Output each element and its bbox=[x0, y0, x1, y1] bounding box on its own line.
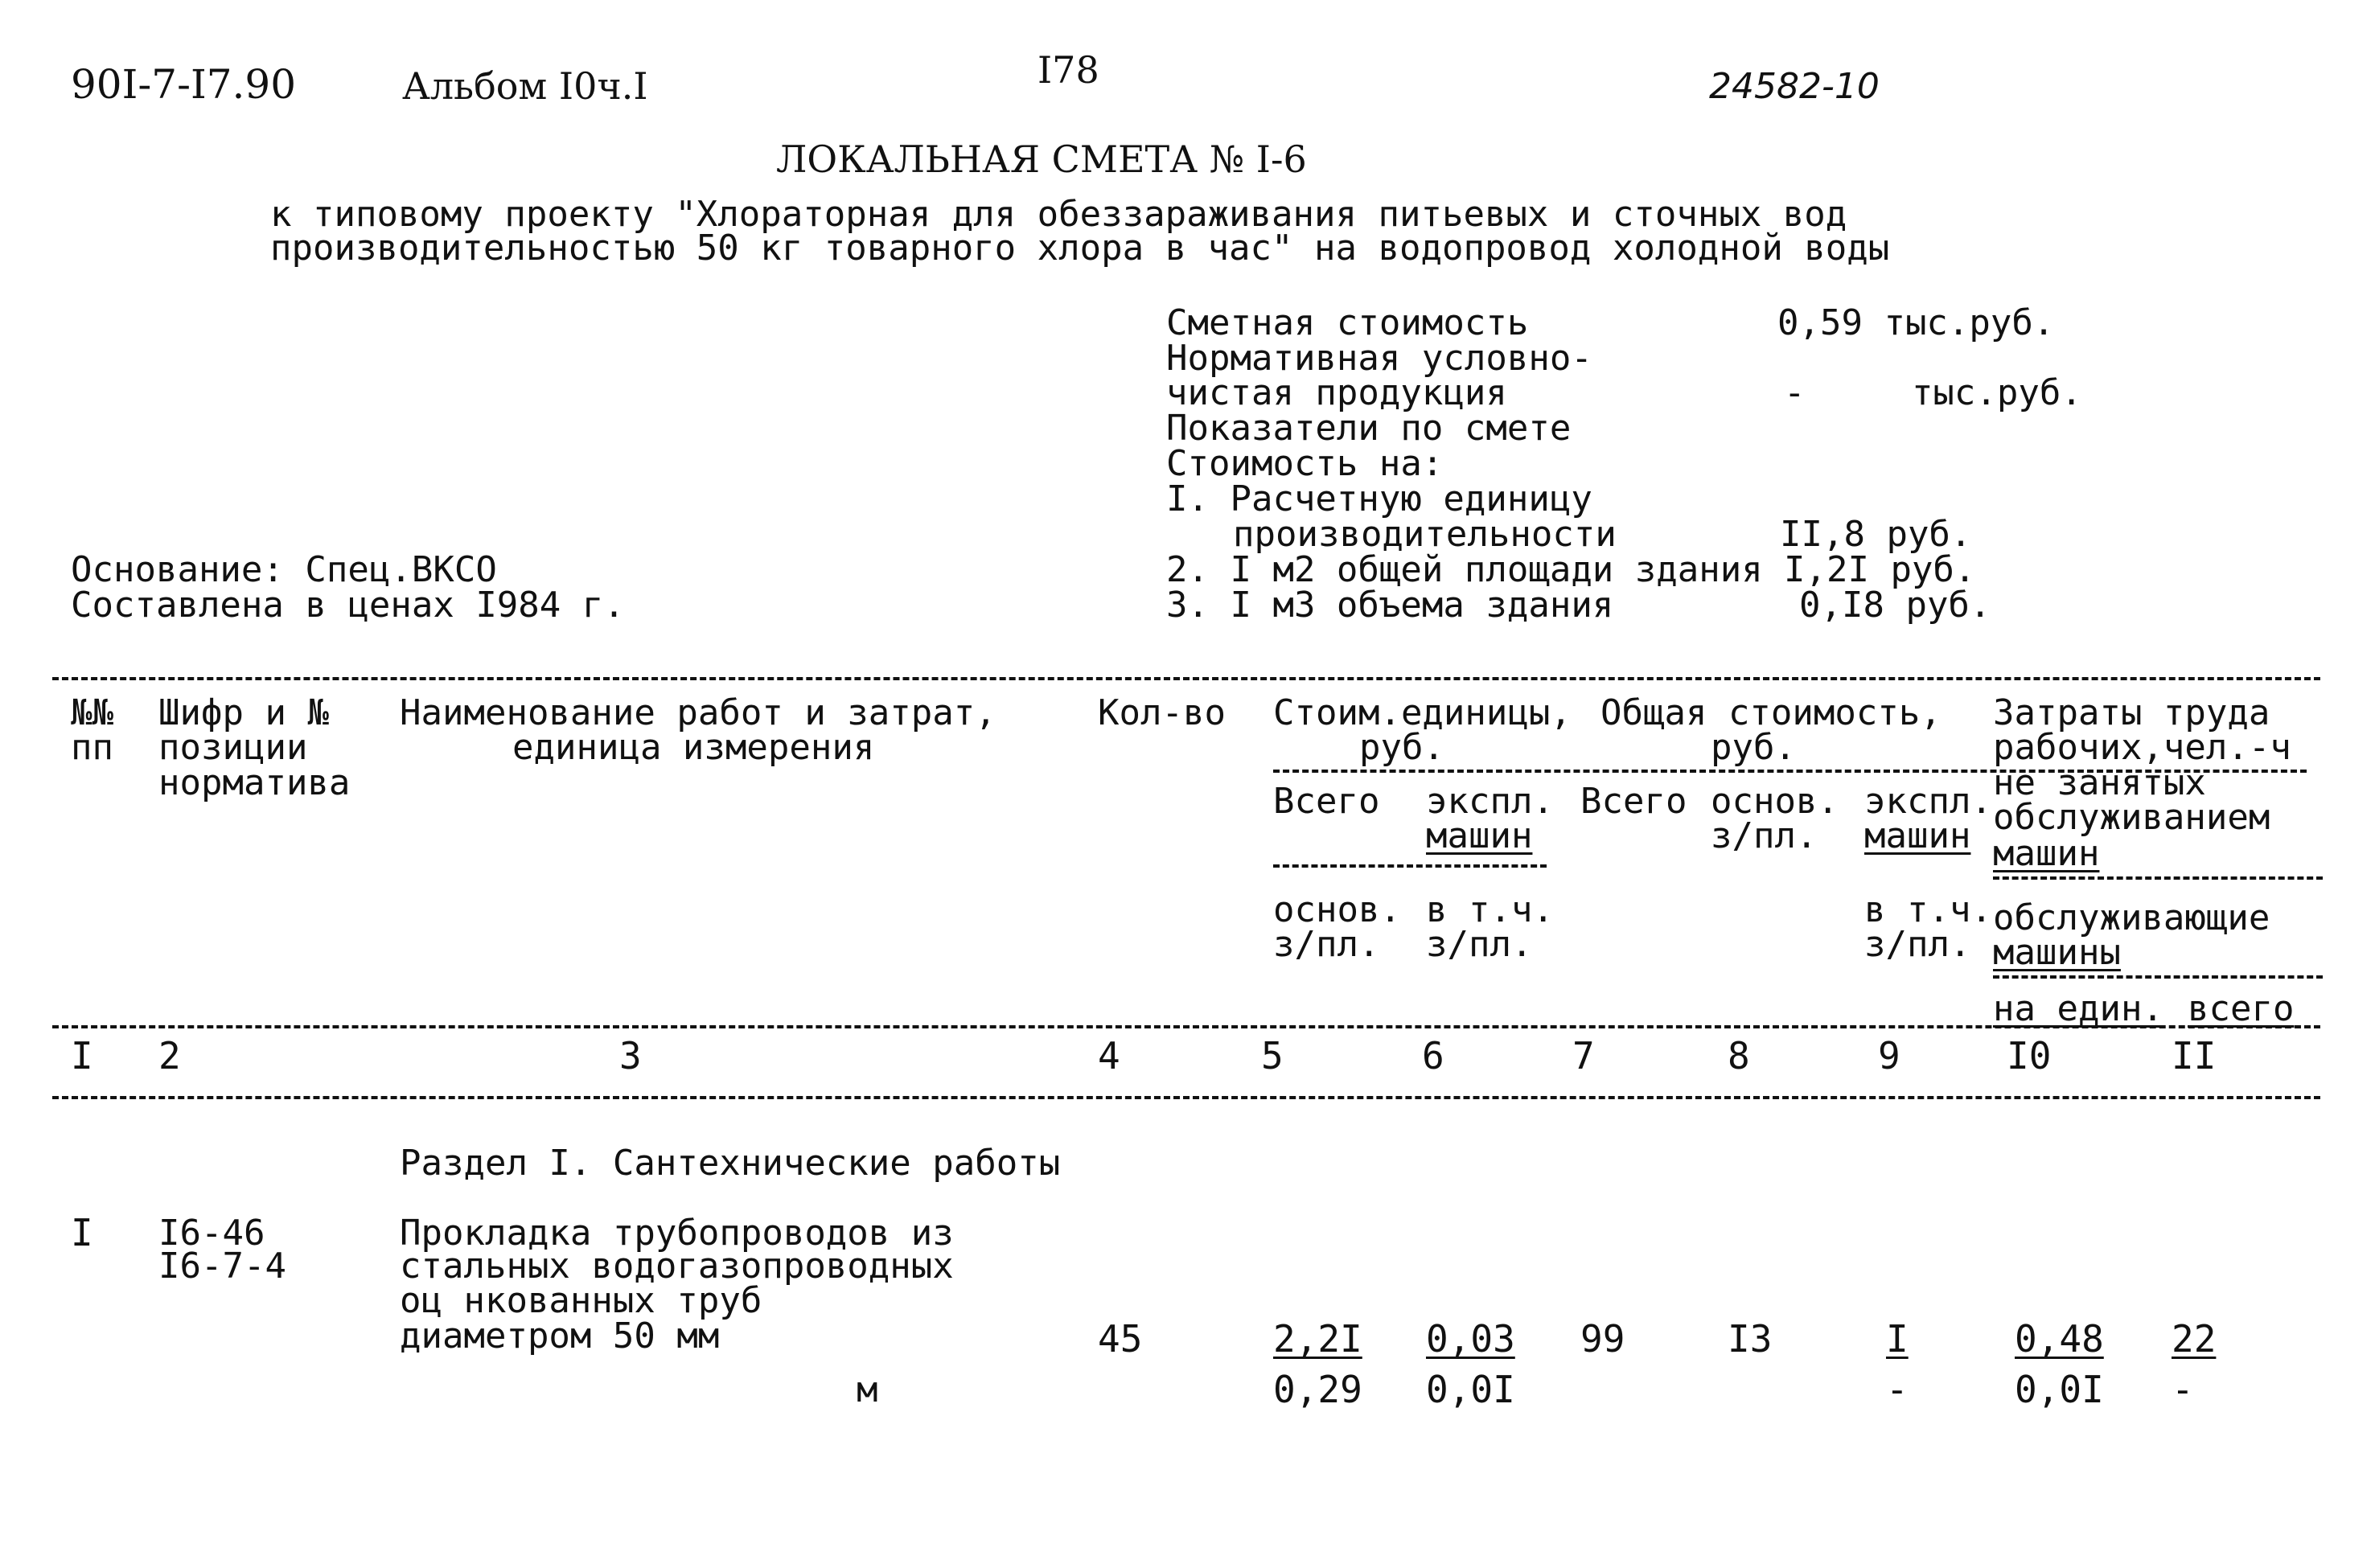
row-serv-total: - bbox=[2172, 1368, 2194, 1411]
title-line-2: производительностью 50 кг товарного хлора в час" на водопровод холодной воды bbox=[270, 228, 1890, 269]
sub-unit-exp-a: экспл. bbox=[1426, 781, 1554, 822]
basis-line-2: Составлена в ценах I984 г. bbox=[71, 585, 625, 626]
indicator-3-value: 0,I8 руб. bbox=[1799, 585, 1991, 626]
column-number-5: 5 bbox=[1261, 1034, 1284, 1077]
row-code-2: I6-7-4 bbox=[158, 1246, 286, 1287]
estimated-cost-value: 0,59 тыс.руб. bbox=[1777, 302, 2055, 343]
serving-machines-b: машины bbox=[1993, 932, 2121, 973]
estimate-title: ЛОКАЛЬНАЯ СМЕТА № I-6 bbox=[776, 138, 1307, 181]
sub-unit-basic-b: з/пл. bbox=[1273, 924, 1380, 965]
page-number: I78 bbox=[1038, 48, 1099, 92]
col-name-header-a: Наименование работ и затрат, bbox=[400, 692, 996, 733]
document-number: 24582-10 bbox=[1709, 66, 1880, 107]
labor-header-b: рабочих,чел.-ч bbox=[1993, 727, 2291, 768]
row-unit-total: 2,2I bbox=[1273, 1317, 1362, 1361]
normative-value: - тыс.руб. bbox=[1784, 372, 2082, 413]
col-name-header-b: единица измерения bbox=[512, 727, 875, 768]
section-title: Раздел I. Сантехнические работы bbox=[400, 1143, 1061, 1184]
indicator-2-value: I,2I руб. bbox=[1784, 549, 1976, 590]
column-number-6: 6 bbox=[1422, 1034, 1444, 1077]
indicator-1-label-b: производительности bbox=[1233, 514, 1617, 555]
row-labor-total: 22 bbox=[2172, 1317, 2217, 1361]
row-serv-unit: 0,0I bbox=[2015, 1368, 2104, 1411]
row-name-3: оц нкованных труб bbox=[400, 1280, 762, 1321]
cost-on-label: Стоимость на: bbox=[1166, 443, 1444, 484]
unit-sub-rule bbox=[1273, 864, 1547, 868]
column-number-2: 2 bbox=[158, 1034, 181, 1077]
sub-unit-incl-a: в т.ч. bbox=[1426, 889, 1554, 930]
estimated-cost-label: Сметная стоимость bbox=[1166, 302, 1529, 343]
column-number-11: II bbox=[2172, 1034, 2217, 1077]
normative-label-1: Нормативная условно- bbox=[1166, 338, 1592, 379]
album-code: 90I-7-I7.90 bbox=[71, 61, 297, 108]
row-name-4: диаметром 50 мм bbox=[400, 1316, 720, 1357]
total-cost-header: Общая стоимость, bbox=[1600, 692, 1942, 733]
labor-sub-rule-1 bbox=[1993, 876, 2323, 880]
col-code-header-c: норматива bbox=[158, 762, 351, 803]
sub-total-incl-a: в т.ч. bbox=[1864, 889, 1992, 930]
column-number-1: I bbox=[71, 1034, 93, 1077]
labor-header-c: не занятых bbox=[1993, 762, 2206, 803]
col-qty-header: Кол-во bbox=[1098, 692, 1226, 733]
sub-total-basic-b: з/пл. bbox=[1711, 815, 1818, 856]
sub-total-exp-b: машин bbox=[1864, 815, 1971, 856]
row-unit: м bbox=[857, 1369, 878, 1410]
sub-unit-basic-a: основ. bbox=[1273, 889, 1401, 930]
row-code-1: I6-46 bbox=[158, 1213, 265, 1254]
labor-per-unit-header: на един. bbox=[1993, 988, 2163, 1029]
column-number-9: 9 bbox=[1878, 1034, 1900, 1077]
serving-machines-a: обслуживающие bbox=[1993, 897, 2270, 938]
indicator-1-value: II,8 руб. bbox=[1780, 514, 1972, 555]
col-num-header-a: №№ bbox=[71, 692, 113, 733]
total-cost-currency: руб. bbox=[1711, 727, 1796, 768]
row-unit-basic: 0,29 bbox=[1273, 1368, 1362, 1411]
row-number: I bbox=[71, 1211, 93, 1254]
row-name-2: стальных водогазопроводных bbox=[400, 1246, 954, 1287]
title-line-1: к типовому проекту "Хлораторная для обеззараживания питьевых и сточных вод bbox=[270, 194, 1847, 235]
table-top-rule bbox=[52, 677, 2320, 680]
row-name-1: Прокладка трубопроводов из bbox=[400, 1213, 954, 1254]
column-number-7: 7 bbox=[1572, 1034, 1595, 1077]
sub-unit-exp-b: машин bbox=[1426, 815, 1533, 856]
unit-cost-header: Стоим.единицы, bbox=[1273, 692, 1572, 733]
unit-cost-currency: руб. bbox=[1359, 727, 1444, 768]
header-bottom-rule bbox=[52, 1025, 2320, 1028]
col-num-header-b: пп bbox=[71, 727, 113, 768]
sub-total-exp-a: экспл. bbox=[1864, 781, 1992, 822]
normative-label-2: чистая продукция bbox=[1166, 372, 1507, 413]
col-code-header-a: Шифр и № bbox=[158, 692, 329, 733]
column-number-8: 8 bbox=[1728, 1034, 1750, 1077]
row-total-incl: - bbox=[1886, 1368, 1909, 1411]
row-total: 99 bbox=[1580, 1317, 1625, 1361]
column-number-4: 4 bbox=[1098, 1034, 1120, 1077]
column-number-3: 3 bbox=[619, 1034, 642, 1077]
album-label: Альбом I0ч.I bbox=[402, 64, 648, 108]
labor-total-header: всего bbox=[2188, 988, 2295, 1029]
column-number-10: I0 bbox=[2007, 1034, 2052, 1077]
labor-header-a: Затраты труда bbox=[1993, 692, 2270, 733]
column-numbers-rule bbox=[52, 1096, 2320, 1099]
basis-line-1: Основание: Спец.ВКСО bbox=[71, 549, 497, 590]
sub-unit-total: Всего bbox=[1273, 781, 1380, 822]
row-qty: 45 bbox=[1098, 1317, 1143, 1361]
labor-header-d: обслуживанием bbox=[1993, 797, 2270, 838]
col-code-header-b: позиции bbox=[158, 727, 308, 768]
row-labor-unit: 0,48 bbox=[2015, 1317, 2104, 1361]
indicators-label: Показатели по смете bbox=[1166, 408, 1572, 449]
indicator-3-label: 3. I м3 объема здания bbox=[1166, 585, 1614, 626]
row-total-basic: I3 bbox=[1728, 1317, 1773, 1361]
row-total-exp: I bbox=[1886, 1317, 1909, 1361]
sub-unit-incl-b: з/пл. bbox=[1426, 924, 1533, 965]
sub-total-incl-b: з/пл. bbox=[1864, 924, 1971, 965]
indicator-2-label: 2. I м2 общей площади здания bbox=[1166, 549, 1763, 590]
sub-total-total: Всего bbox=[1580, 781, 1687, 822]
row-unit-incl: 0,0I bbox=[1426, 1368, 1515, 1411]
row-unit-exp: 0,03 bbox=[1426, 1317, 1515, 1361]
labor-sub-rule-2 bbox=[1993, 975, 2323, 979]
sub-total-basic-a: основ. bbox=[1711, 781, 1839, 822]
labor-header-e: машин bbox=[1993, 833, 2100, 874]
indicator-1-label-a: I. Расчетную единицу bbox=[1166, 478, 1592, 519]
